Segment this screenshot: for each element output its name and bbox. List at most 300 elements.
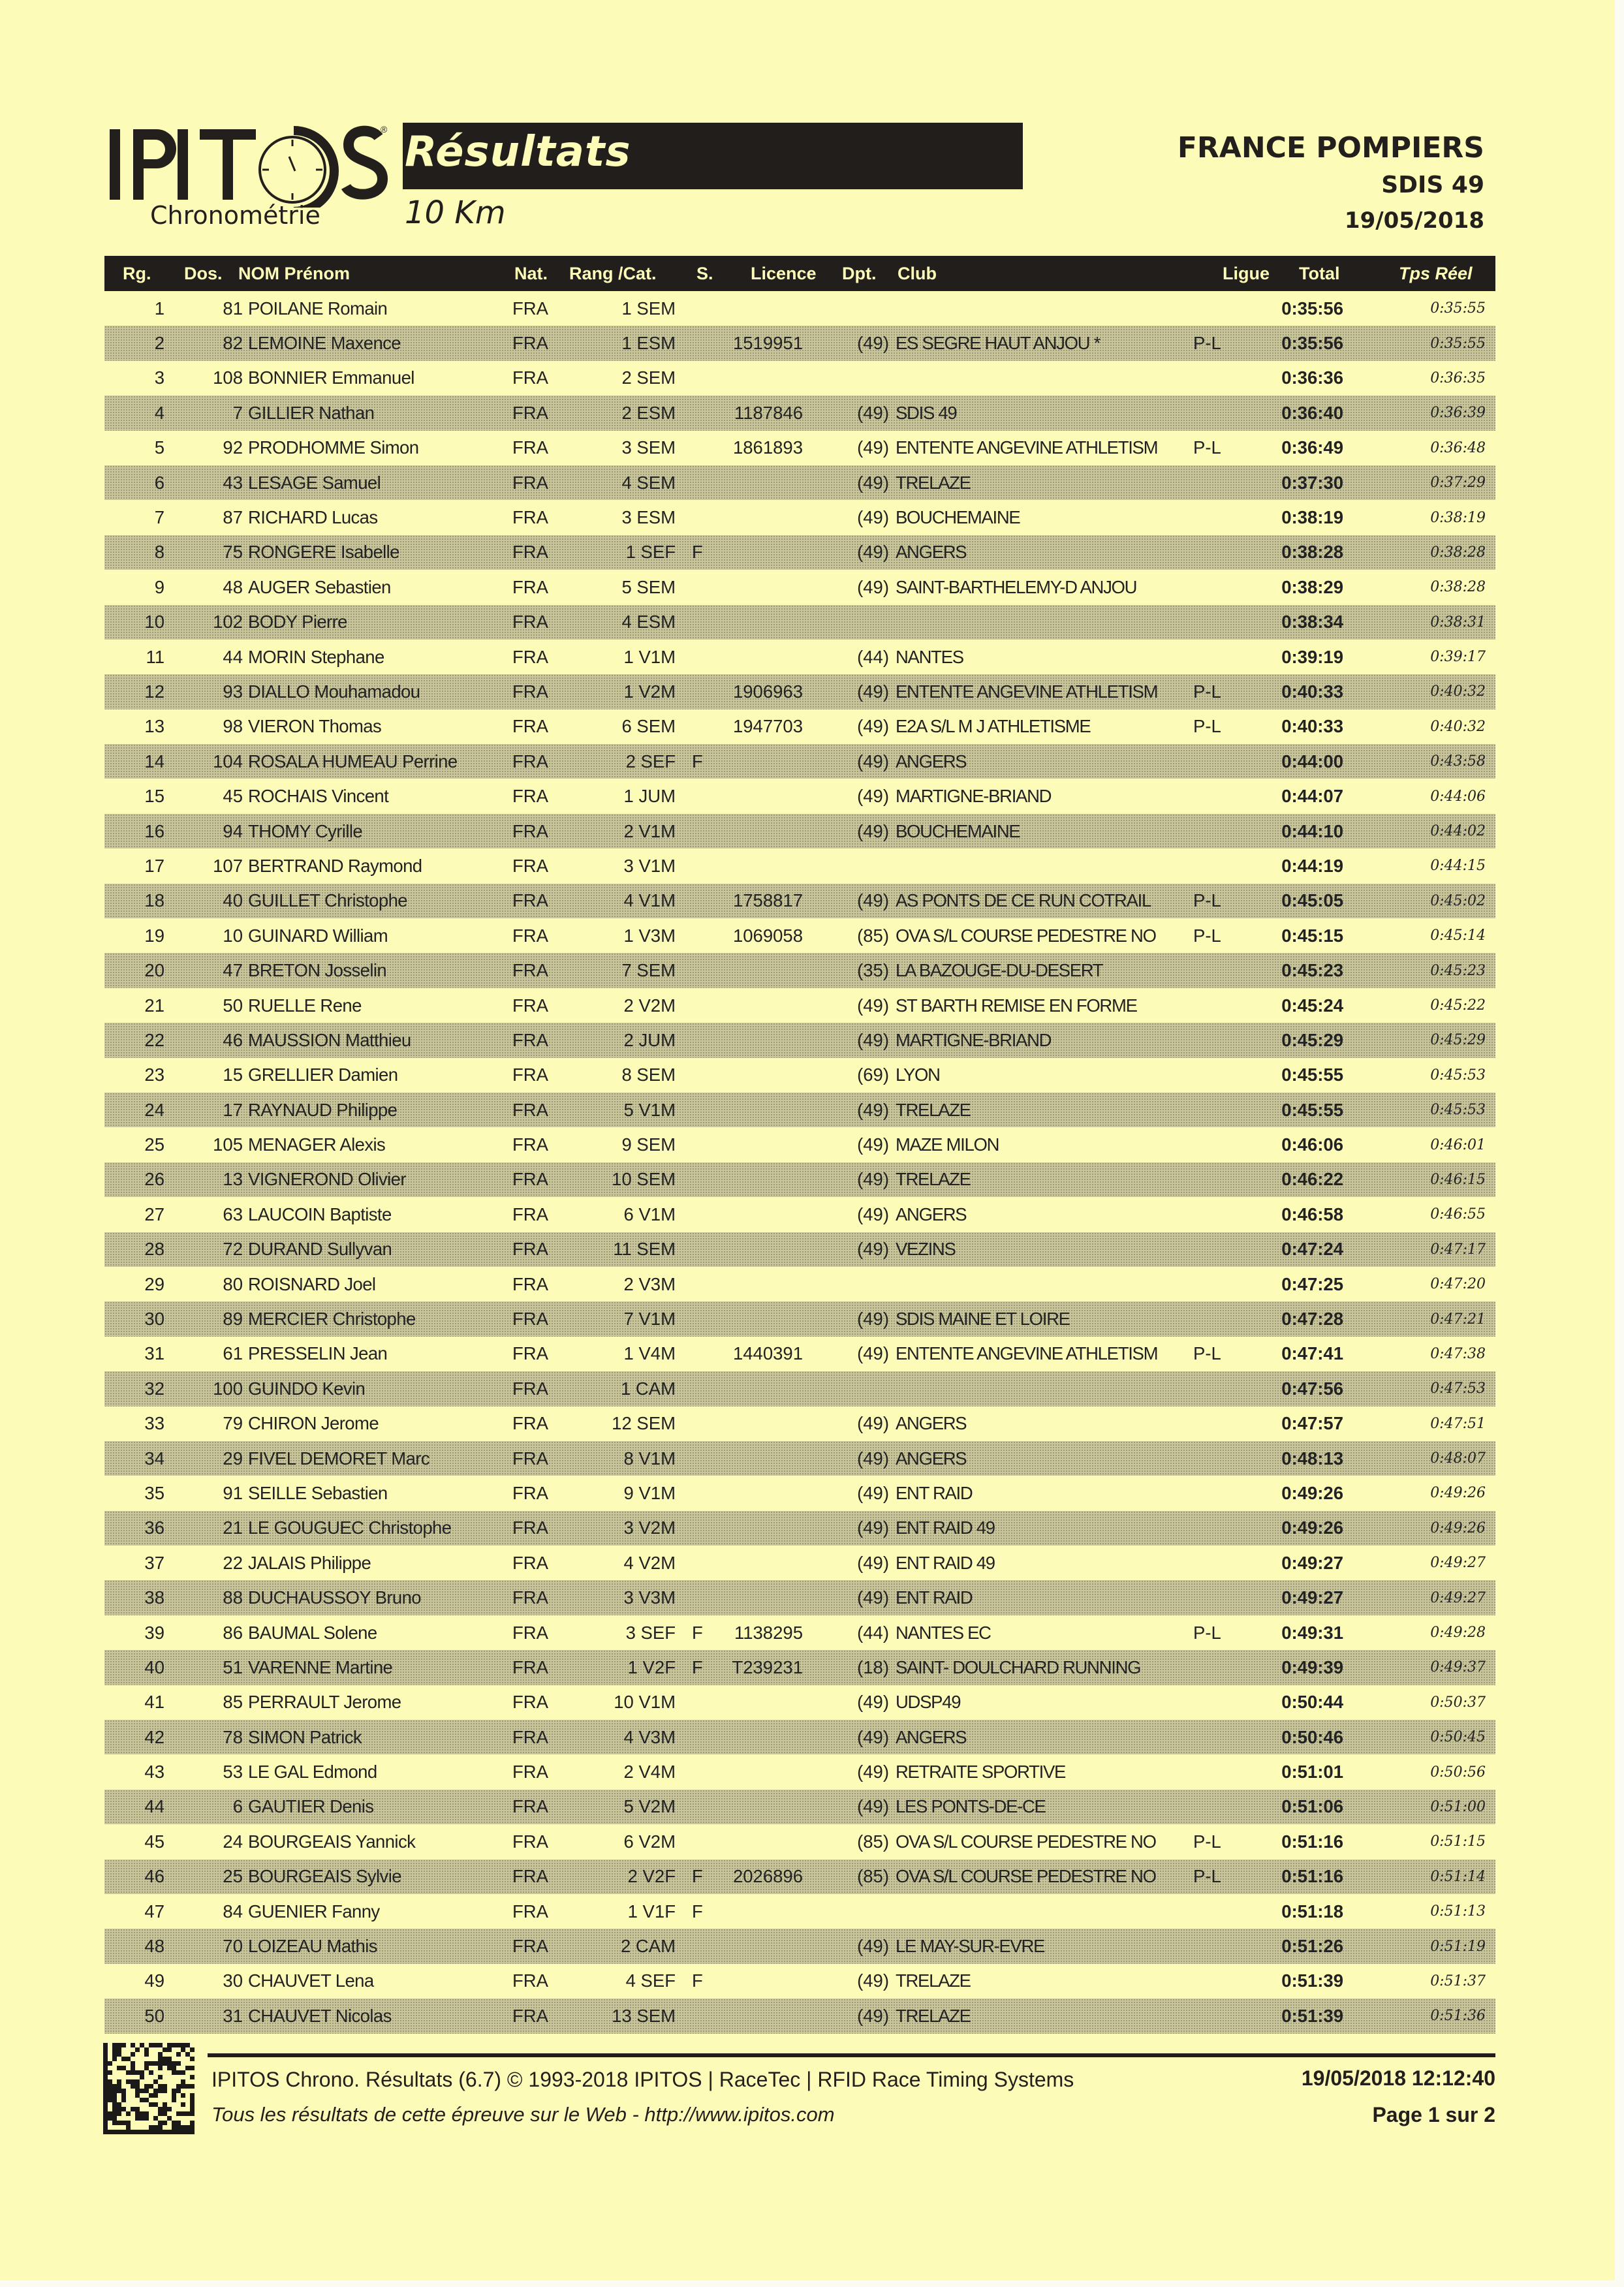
cell-sex <box>692 431 718 465</box>
cell-department: (49) <box>857 1134 889 1155</box>
col-rang: Rang /Cat. <box>569 263 657 283</box>
cell-real-time: 0:45:53 <box>1430 1066 1486 1083</box>
cell-bib: 92 <box>223 437 243 458</box>
cell-name: RONGERE Isabelle <box>248 542 399 563</box>
cell-total-time: 0:36:40 <box>1281 402 1343 423</box>
cell-category-rank: 4 ESM <box>621 612 676 632</box>
cell-sex <box>692 1127 718 1162</box>
cell-name: LEMOINE Maxence <box>248 333 401 354</box>
cell-department: (49) <box>857 472 889 493</box>
cell-league <box>1193 848 1234 883</box>
cell-bib: 104 <box>213 751 243 771</box>
table-row <box>104 1441 1495 1476</box>
cell-sex <box>692 1371 718 1406</box>
cell-total-time: 0:49:26 <box>1281 1482 1343 1503</box>
cell-department: (18) <box>857 1657 889 1677</box>
cell-name: GRELLIER Damien <box>248 1065 398 1085</box>
cell-bib: 100 <box>213 1378 243 1399</box>
cell-total-time: 0:37:30 <box>1281 472 1343 493</box>
registered-mark: ® <box>381 124 388 134</box>
cell-sex <box>692 640 718 674</box>
cell-total-time: 0:45:15 <box>1281 925 1343 946</box>
cell-rank: 32 <box>144 1378 164 1399</box>
cell-bib: 29 <box>223 1448 243 1469</box>
cell-bib: 88 <box>223 1587 243 1608</box>
cell-rank: 46 <box>144 1866 164 1887</box>
col-licence: Licence <box>751 263 817 283</box>
cell-department: (49) <box>857 333 889 354</box>
cell-nationality: FRA <box>512 1762 548 1782</box>
cell-nationality: FRA <box>512 402 548 423</box>
cell-total-time: 0:51:16 <box>1281 1866 1343 1887</box>
cell-licence <box>731 1407 803 1441</box>
cell-rank: 5 <box>154 437 164 458</box>
cell-league <box>1193 1407 1234 1441</box>
cell-club: ENTENTE ANGEVINE ATHLETISM <box>896 437 1158 458</box>
cell-nationality: FRA <box>512 1726 548 1747</box>
cell-licence <box>731 1093 803 1127</box>
cell-category-rank: 4 V3M <box>623 1726 676 1747</box>
cell-department: (49) <box>857 1482 889 1503</box>
cell-league <box>1193 1650 1234 1685</box>
cell-league: P-L <box>1193 1866 1221 1887</box>
cell-category-rank: 3 SEF <box>625 1622 676 1643</box>
cell-licence <box>731 1999 803 2033</box>
cell-rank: 35 <box>144 1482 164 1503</box>
cell-bib: 108 <box>213 367 243 388</box>
cell-sex <box>692 1580 718 1615</box>
cell-total-time: 0:44:00 <box>1281 751 1343 771</box>
cell-bib: 7 <box>232 402 243 423</box>
cell-rank: 20 <box>144 960 164 981</box>
cell-total-time: 0:51:01 <box>1281 1762 1343 1782</box>
cell-nationality: FRA <box>512 1448 548 1469</box>
cell-league <box>1193 744 1234 779</box>
cell-sex <box>692 1999 718 2033</box>
cell-real-time: 0:45:29 <box>1430 1032 1486 1049</box>
cell-sex <box>692 1337 718 1371</box>
cell-category-rank: 2 JUM <box>623 1029 676 1050</box>
cell-sex <box>692 1754 718 1789</box>
cell-bib: 81 <box>223 298 243 319</box>
cell-nationality: FRA <box>512 1413 548 1434</box>
col-dos: Dos. <box>184 263 223 283</box>
cell-name: VARENNE Martine <box>248 1657 393 1677</box>
cell-department: (85) <box>857 925 889 946</box>
table-row <box>104 953 1495 988</box>
cell-category-rank: 1 V4M <box>623 1343 676 1364</box>
cell-licence <box>731 1824 803 1859</box>
cell-name: LE GAL Edmond <box>248 1762 377 1782</box>
cell-category-rank: 1 V3M <box>623 925 676 946</box>
cell-name: ROISNARD Joel <box>248 1273 376 1294</box>
cell-sex <box>692 1162 718 1197</box>
cell-nationality: FRA <box>512 1065 548 1085</box>
cell-club: ES SEGRE HAUT ANJOU * <box>896 333 1100 354</box>
cell-league <box>1193 640 1234 674</box>
cell-department <box>832 848 889 883</box>
cell-rank: 10 <box>144 612 164 632</box>
cell-real-time: 0:36:39 <box>1430 405 1486 422</box>
cell-total-time: 0:40:33 <box>1281 716 1343 737</box>
cell-department <box>832 605 889 640</box>
cell-category-rank: 4 V2M <box>623 1552 676 1573</box>
cell-licence <box>731 465 803 500</box>
cell-category-rank: 4 V1M <box>623 890 676 911</box>
cell-licence: 1861893 <box>732 437 803 458</box>
cell-league <box>1193 1371 1234 1406</box>
cell-total-time: 0:36:36 <box>1281 367 1343 388</box>
cell-department: (49) <box>857 507 889 528</box>
cell-name: BRETON Josselin <box>248 960 387 981</box>
cell-total-time: 0:50:44 <box>1281 1692 1343 1713</box>
cell-sex <box>692 1023 718 1057</box>
cell-rank: 1 <box>154 298 164 319</box>
cell-name: GUILLET Christophe <box>248 890 407 911</box>
cell-real-time: 0:38:28 <box>1430 579 1486 596</box>
cell-sex: F <box>692 1970 703 1991</box>
cell-licence <box>731 1546 803 1580</box>
footer-web-note: Tous les résultats de cette épreuve sur le Web - http://www.ipitos.com <box>211 2103 835 2126</box>
cell-club: TRELAZE <box>896 1970 971 1991</box>
cell-league <box>1193 988 1234 1023</box>
cell-bib: 89 <box>223 1309 243 1330</box>
cell-licence <box>731 291 803 326</box>
cell-licence: 2026896 <box>732 1866 803 1887</box>
cell-sex <box>692 953 718 988</box>
cell-category-rank: 1 V2M <box>623 681 676 702</box>
cell-nationality: FRA <box>512 890 548 911</box>
cell-department: (49) <box>857 576 889 597</box>
cell-total-time: 0:47:24 <box>1281 1239 1343 1260</box>
cell-total-time: 0:40:33 <box>1281 681 1343 702</box>
cell-category-rank: 3 V2M <box>623 1517 676 1538</box>
table-row <box>104 1371 1495 1406</box>
cell-real-time: 0:49:37 <box>1430 1659 1486 1676</box>
cell-category-rank: 10 SEM <box>612 1169 676 1190</box>
cell-licence: 1440391 <box>732 1343 803 1364</box>
cell-rank: 42 <box>144 1726 164 1747</box>
cell-nationality: FRA <box>512 751 548 771</box>
cell-club: SAINT- DOULCHARD RUNNING <box>896 1657 1141 1677</box>
table-row <box>104 918 1495 953</box>
cell-licence <box>731 1441 803 1476</box>
cell-total-time: 0:45:05 <box>1281 890 1343 911</box>
page-title: Résultats <box>405 128 631 176</box>
cell-bib: 47 <box>223 960 243 981</box>
cell-name: DIALLO Mouhamadou <box>248 681 420 702</box>
cell-licence <box>731 1685 803 1720</box>
table-row <box>104 1127 1495 1162</box>
cell-club: ANGERS <box>896 1726 967 1747</box>
cell-licence <box>731 1720 803 1754</box>
cell-club: ANGERS <box>896 1413 967 1434</box>
cell-sex <box>692 291 718 326</box>
cell-real-time: 0:45:22 <box>1430 997 1486 1014</box>
cell-department: (49) <box>857 1309 889 1330</box>
cell-bib: 85 <box>223 1692 243 1713</box>
cell-total-time: 0:35:56 <box>1281 333 1343 354</box>
cell-category-rank: 9 V1M <box>623 1482 676 1503</box>
cell-name: GUENIER Fanny <box>248 1901 380 1921</box>
cell-bib: 25 <box>223 1866 243 1887</box>
cell-league: P-L <box>1193 890 1221 911</box>
cell-sex <box>692 1824 718 1859</box>
table-row <box>104 465 1495 500</box>
cell-total-time: 0:45:55 <box>1281 1065 1343 1085</box>
cell-total-time: 0:46:58 <box>1281 1204 1343 1224</box>
cell-name: BERTRAND Raymond <box>248 855 422 876</box>
cell-nationality: FRA <box>512 1239 548 1260</box>
cell-rank: 24 <box>144 1099 164 1120</box>
cell-rank: 7 <box>154 507 164 528</box>
cell-nationality: FRA <box>512 1343 548 1364</box>
cell-rank: 22 <box>144 1029 164 1050</box>
cell-club: BOUCHEMAINE <box>896 507 1020 528</box>
col-nom: NOM Prénom <box>238 263 351 283</box>
cell-real-time: 0:36:48 <box>1430 439 1486 456</box>
cell-club: VEZINS <box>896 1239 956 1260</box>
cell-bib: 107 <box>213 855 243 876</box>
table-row <box>104 1511 1495 1546</box>
cell-bib: 105 <box>213 1134 243 1155</box>
table-row <box>104 396 1495 430</box>
cell-department: (69) <box>857 1065 889 1085</box>
cell-category-rank: 2 V2F <box>627 1866 676 1887</box>
cell-club: RETRAITE SPORTIVE <box>896 1762 1066 1782</box>
cell-category-rank: 3 V3M <box>623 1587 676 1608</box>
cell-rank: 31 <box>144 1343 164 1364</box>
cell-licence: 1906963 <box>732 681 803 702</box>
cell-club: AS PONTS DE CE RUN COTRAIL <box>896 890 1151 911</box>
cell-league <box>1193 1023 1234 1057</box>
cell-league <box>1193 465 1234 500</box>
table-row <box>104 884 1495 918</box>
cell-club: E2A S/L M J ATHLETISME <box>896 716 1091 737</box>
cell-real-time: 0:51:15 <box>1430 1833 1486 1850</box>
cell-department: (49) <box>857 716 889 737</box>
cell-licence: 1069058 <box>732 925 803 946</box>
cell-licence <box>731 1894 803 1929</box>
cell-league <box>1193 605 1234 640</box>
cell-sex <box>692 326 718 360</box>
cell-name: GUINARD William <box>248 925 388 946</box>
cell-licence <box>731 1232 803 1267</box>
table-row <box>104 1407 1495 1441</box>
cell-nationality: FRA <box>512 1273 548 1294</box>
cell-licence <box>731 1058 803 1093</box>
cell-sex <box>692 1407 718 1441</box>
cell-bib: 15 <box>223 1065 243 1085</box>
cell-rank: 16 <box>144 820 164 841</box>
cell-licence <box>731 1476 803 1510</box>
cell-department: (49) <box>857 1239 889 1260</box>
cell-sex <box>692 1511 718 1546</box>
cell-category-rank: 4 SEM <box>621 472 676 493</box>
cell-category-rank: 6 V2M <box>623 1831 676 1852</box>
cell-real-time: 0:39:17 <box>1430 649 1486 666</box>
cell-name: DUCHAUSSOY Bruno <box>248 1587 421 1608</box>
cell-rank: 39 <box>144 1622 164 1643</box>
table-header <box>104 256 1495 291</box>
results-table <box>104 256 1495 2034</box>
cell-rank: 33 <box>144 1413 164 1434</box>
cell-department: (49) <box>857 1169 889 1190</box>
cell-league <box>1193 1441 1234 1476</box>
cell-nationality: FRA <box>512 576 548 597</box>
cell-club <box>896 1371 1189 1406</box>
table-row <box>104 1267 1495 1301</box>
cell-league <box>1193 1058 1234 1093</box>
cell-rank: 36 <box>144 1517 164 1538</box>
cell-league <box>1193 1546 1234 1580</box>
cell-bib: 51 <box>223 1657 243 1677</box>
cell-total-time: 0:47:41 <box>1281 1343 1343 1364</box>
cell-licence <box>731 1023 803 1057</box>
organizer-name: FRANCE POMPIERS <box>1177 131 1484 164</box>
col-nat: Nat. <box>514 263 548 283</box>
cell-club: LE MAY-SUR-EVRE <box>896 1936 1045 1957</box>
table-row <box>104 640 1495 674</box>
cell-licence <box>731 1301 803 1336</box>
cell-nationality: FRA <box>512 298 548 319</box>
cell-club: TRELAZE <box>896 2005 971 2026</box>
cell-nationality: FRA <box>512 1587 548 1608</box>
cell-nationality: FRA <box>512 507 548 528</box>
cell-league: P-L <box>1193 681 1221 702</box>
cell-club: ENT RAID <box>896 1482 973 1503</box>
cell-licence <box>731 744 803 779</box>
cell-nationality: FRA <box>512 1482 548 1503</box>
cell-licence <box>731 535 803 570</box>
cell-sex <box>692 709 718 744</box>
cell-licence <box>731 1754 803 1789</box>
cell-nationality: FRA <box>512 1029 548 1050</box>
cell-bib: 91 <box>223 1482 243 1503</box>
cell-real-time: 0:47:38 <box>1430 1345 1486 1362</box>
cell-total-time: 0:51:18 <box>1281 1901 1343 1921</box>
cell-licence <box>731 1580 803 1615</box>
cell-licence: T239231 <box>732 1657 803 1677</box>
table-row <box>104 605 1495 640</box>
cell-league: P-L <box>1193 333 1221 354</box>
table-row <box>104 1615 1495 1650</box>
cell-department: (49) <box>857 1448 889 1469</box>
cell-licence <box>731 1197 803 1232</box>
cell-name: PRESSELIN Jean <box>248 1343 388 1364</box>
cell-licence <box>731 1790 803 1824</box>
table-row <box>104 1023 1495 1057</box>
table-row <box>104 709 1495 744</box>
cell-category-rank: 2 V3M <box>623 1273 676 1294</box>
cell-total-time: 0:45:29 <box>1281 1029 1343 1050</box>
cell-total-time: 0:44:10 <box>1281 820 1343 841</box>
cell-category-rank: 3 ESM <box>621 507 676 528</box>
cell-rank: 18 <box>144 890 164 911</box>
cell-nationality: FRA <box>512 437 548 458</box>
cell-name: BAUMAL Solene <box>248 1622 377 1643</box>
cell-real-time: 0:40:32 <box>1430 718 1486 735</box>
cell-name: JALAIS Philippe <box>248 1552 371 1573</box>
cell-rank: 14 <box>144 751 164 771</box>
cell-name: ROCHAIS Vincent <box>248 786 389 807</box>
cell-nationality: FRA <box>512 1970 548 1991</box>
cell-real-time: 0:49:26 <box>1430 1519 1486 1536</box>
cell-name: THOMY Cyrille <box>248 820 363 841</box>
cell-total-time: 0:47:25 <box>1281 1273 1343 1294</box>
cell-nationality: FRA <box>512 1169 548 1190</box>
cell-bib: 75 <box>223 542 243 563</box>
cell-league <box>1193 1720 1234 1754</box>
cell-real-time: 0:46:55 <box>1430 1206 1486 1223</box>
cell-real-time: 0:47:53 <box>1430 1380 1486 1397</box>
cell-total-time: 0:49:27 <box>1281 1552 1343 1573</box>
cell-league <box>1193 1964 1234 1999</box>
table-row <box>104 291 1495 326</box>
cell-league <box>1193 1301 1234 1336</box>
table-row <box>104 779 1495 813</box>
cell-total-time: 0:45:24 <box>1281 995 1343 1016</box>
cell-nationality: FRA <box>512 333 548 354</box>
cell-category-rank: 12 SEM <box>612 1413 676 1434</box>
cell-real-time: 0:43:58 <box>1430 753 1486 770</box>
cell-bib: 61 <box>223 1343 243 1364</box>
cell-bib: 80 <box>223 1273 243 1294</box>
cell-category-rank: 6 SEM <box>621 716 676 737</box>
cell-club: SDIS 49 <box>896 402 957 423</box>
cell-rank: 48 <box>144 1936 164 1957</box>
cell-total-time: 0:50:46 <box>1281 1726 1343 1747</box>
cell-total-time: 0:46:06 <box>1281 1134 1343 1155</box>
cell-sex <box>692 1929 718 1963</box>
cell-club <box>896 1267 1189 1301</box>
cell-department: (44) <box>857 1622 889 1643</box>
cell-name: CHIRON Jerome <box>248 1413 379 1434</box>
cell-category-rank: 1 ESM <box>621 333 676 354</box>
cell-name: BOURGEAIS Yannick <box>248 1831 416 1852</box>
cell-total-time: 0:36:49 <box>1281 437 1343 458</box>
ipitos-logo <box>104 123 392 208</box>
cell-club <box>896 1894 1189 1929</box>
cell-category-rank: 2 V1M <box>623 820 676 841</box>
cell-nationality: FRA <box>512 367 548 388</box>
cell-league <box>1193 1790 1234 1824</box>
cell-total-time: 0:49:31 <box>1281 1622 1343 1643</box>
cell-total-time: 0:44:07 <box>1281 786 1343 807</box>
cell-bib: 98 <box>223 716 243 737</box>
cell-sex <box>692 1301 718 1336</box>
cell-department: (49) <box>857 1692 889 1713</box>
table-row <box>104 1894 1495 1929</box>
cell-total-time: 0:51:06 <box>1281 1796 1343 1817</box>
cell-sex: F <box>692 1622 703 1643</box>
cell-department: (49) <box>857 1726 889 1747</box>
event-info <box>1178 129 1484 238</box>
cell-league: P-L <box>1193 1343 1221 1364</box>
cell-name: CHAUVET Lena <box>248 1970 374 1991</box>
cell-rank: 19 <box>144 925 164 946</box>
cell-league <box>1193 1894 1234 1929</box>
cell-department <box>832 361 889 396</box>
cell-rank: 6 <box>154 472 164 493</box>
cell-category-rank: 7 V1M <box>623 1309 676 1330</box>
cell-name: MENAGER Alexis <box>248 1134 386 1155</box>
cell-department: (49) <box>857 681 889 702</box>
cell-real-time: 0:38:28 <box>1430 544 1486 561</box>
cell-club: ENT RAID <box>896 1587 973 1608</box>
cell-league <box>1193 1197 1234 1232</box>
cell-name: PERRAULT Jerome <box>248 1692 401 1713</box>
